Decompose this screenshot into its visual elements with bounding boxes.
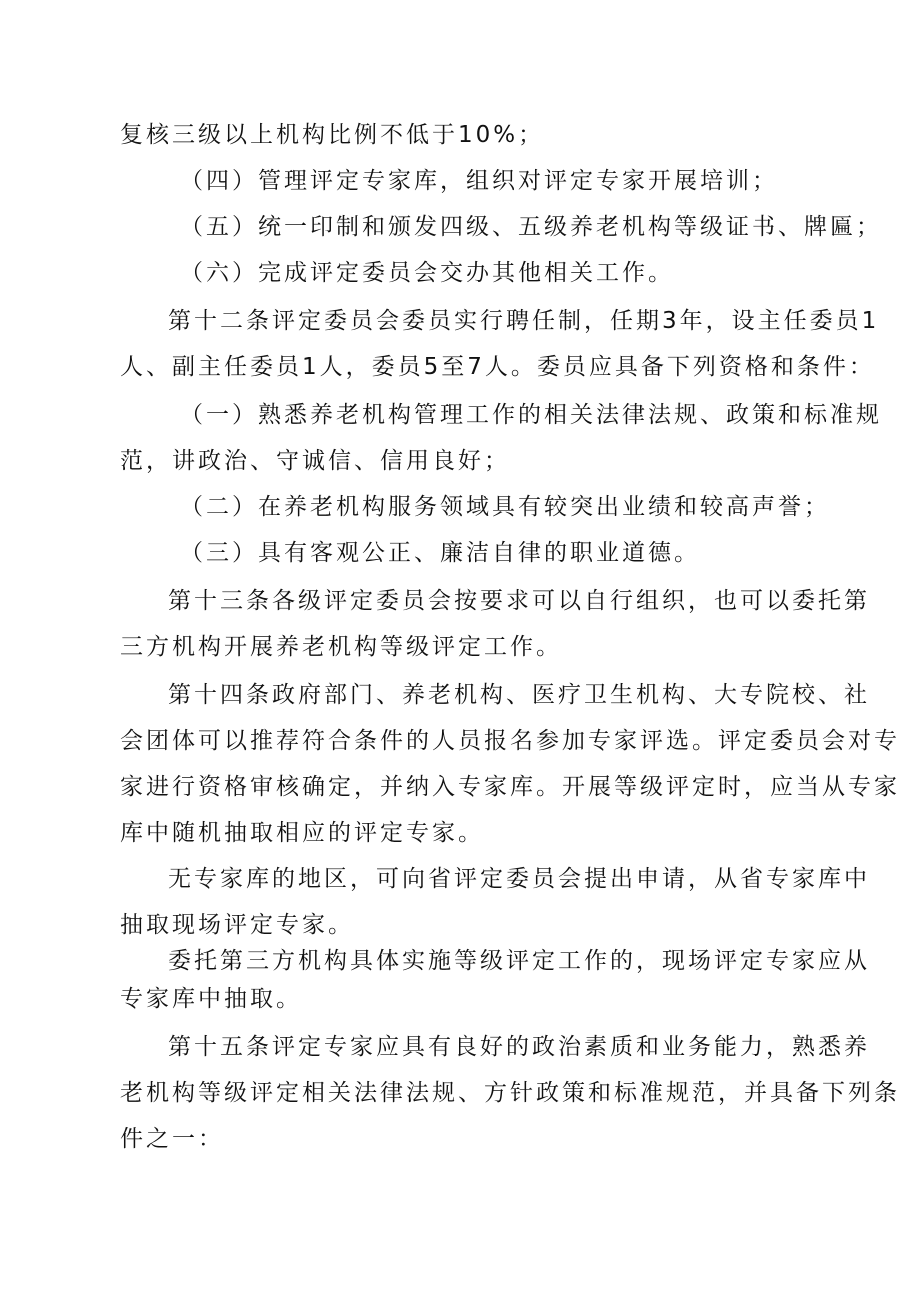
text-line: 第十二条评定委员会委员实行聘任制，任期3年，设主任委员1 [168, 308, 880, 334]
text-line: 专家库中抽取。 [120, 986, 302, 1012]
text-line: （二）在养老机构服务领域具有较突出业绩和较高声誉； [180, 494, 830, 520]
text-line: 抽取现场评定专家。 [120, 912, 354, 938]
text-line: 件之一： [120, 1126, 224, 1152]
text-line: （五）统一印制和颁发四级、五级养老机构等级证书、牌匾； [180, 214, 882, 240]
text-line: 库中随机抽取相应的评定专家。 [120, 820, 484, 846]
text-line: 第十四条政府部门、养老机构、医疗卫生机构、大专院校、社 [168, 682, 870, 708]
text-line: 第十三条各级评定委员会按要求可以自行组织，也可以委托第 [168, 588, 870, 614]
text-line: （四）管理评定专家库，组织对评定专家开展培训； [180, 168, 778, 194]
text-line: （六）完成评定委员会交办其他相关工作。 [180, 260, 674, 286]
text-line: 第十五条评定专家应具有良好的政治素质和业务能力，熟悉养 [168, 1034, 870, 1060]
text-line: 委托第三方机构具体实施等级评定工作的，现场评定专家应从 [168, 948, 870, 974]
text-line: 会团体可以推荐符合条件的人员报名参加专家评选。评定委员会对专 [120, 728, 900, 754]
text-line: 三方机构开展养老机构等级评定工作。 [120, 634, 562, 660]
text-line: 家进行资格审核确定，并纳入专家库。开展等级评定时，应当从专家 [120, 774, 900, 800]
text-line: 无专家库的地区，可向省评定委员会提出申请，从省专家库中 [168, 866, 870, 892]
text-line: 人、副主任委员1人，委员5至7人。委员应具备下列资格和条件： [120, 354, 875, 380]
text-line: （一）熟悉养老机构管理工作的相关法律法规、政策和标准规 [180, 402, 882, 428]
text-line: 范，讲政治、守诚信、信用良好； [120, 448, 510, 474]
text-line: 老机构等级评定相关法律法规、方针政策和标准规范，并具备下列条 [120, 1080, 900, 1106]
text-line: 复核三级以上机构比例不低于10%； [120, 122, 545, 148]
text-line: （三）具有客观公正、廉洁自律的职业道德。 [180, 540, 700, 566]
